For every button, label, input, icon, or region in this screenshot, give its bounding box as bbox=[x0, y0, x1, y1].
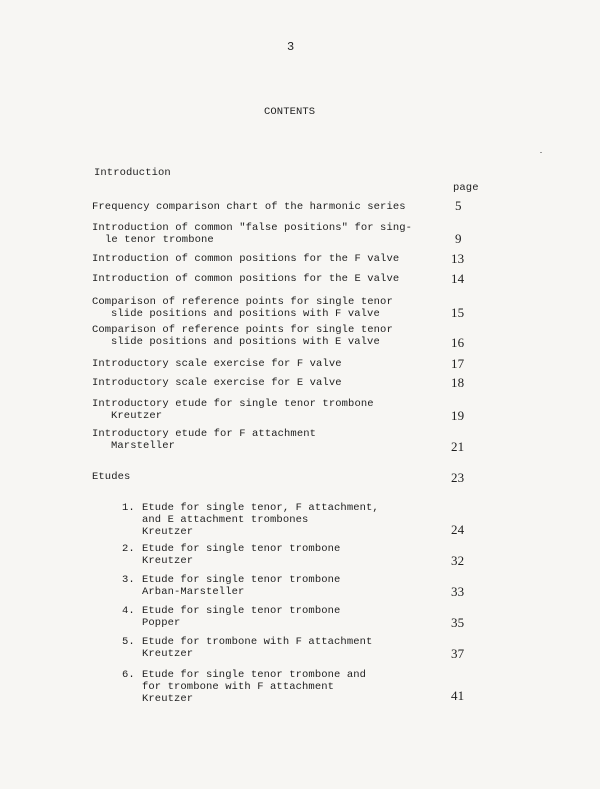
toc-entry bbox=[92, 273, 399, 285]
etude-number: 4. bbox=[122, 605, 135, 617]
etude-entry bbox=[142, 502, 379, 538]
entry-page: 13 bbox=[451, 251, 465, 266]
entry-text: Introductory scale exercise for F valve bbox=[92, 358, 342, 370]
entry-page: 15 bbox=[451, 305, 465, 320]
etude-number: 6. bbox=[122, 669, 135, 681]
introduction-heading: Introduction bbox=[94, 167, 171, 179]
toc-entry bbox=[92, 222, 412, 246]
entry-text: Etude for single tenor trombone bbox=[142, 543, 341, 555]
toc-entry bbox=[92, 428, 316, 452]
entry-page: 32 bbox=[451, 553, 465, 568]
toc-entry bbox=[92, 201, 406, 213]
etudes-page: 23 bbox=[451, 470, 465, 485]
entry-text: Arban-Marsteller bbox=[142, 586, 245, 598]
entry-text: for trombone with F attachment bbox=[142, 681, 335, 693]
entry-text: Comparison of reference points for single tenor bbox=[92, 296, 393, 308]
entry-page: 41 bbox=[451, 688, 465, 703]
entry-text: and E attachment trombones bbox=[142, 514, 309, 526]
entry-text: Kreutzer bbox=[142, 526, 194, 538]
entry-text: Kreutzer bbox=[111, 410, 163, 422]
entry-text: Popper bbox=[142, 617, 181, 629]
entry-text: Introduction of common positions for the E valve bbox=[92, 273, 400, 285]
entry-text: Introduction of common "false positions" for sing- bbox=[92, 222, 413, 234]
entry-page: 24 bbox=[451, 522, 465, 537]
entry-page: 14 bbox=[451, 271, 465, 286]
entry-text: Etude for single tenor, F attachment, bbox=[142, 502, 379, 514]
etude-entry bbox=[142, 574, 340, 598]
etude-entry bbox=[142, 605, 340, 629]
entry-page: 16 bbox=[451, 335, 465, 350]
entry-page: 37 bbox=[451, 646, 465, 661]
etude-entry bbox=[142, 669, 366, 705]
page-number: 3 bbox=[287, 40, 295, 54]
entry-page: 33 bbox=[451, 584, 465, 599]
etude-entry bbox=[142, 543, 340, 567]
etudes-heading: Etudes bbox=[92, 471, 131, 483]
contents-heading: CONTENTS bbox=[264, 106, 316, 118]
entry-page: 21 bbox=[451, 439, 465, 454]
entry-page: 17 bbox=[451, 356, 465, 371]
etude-number: 5. bbox=[122, 636, 135, 648]
entry-text: Marsteller bbox=[111, 440, 176, 452]
entry-text: Comparison of reference points for single tenor bbox=[92, 324, 393, 336]
toc-entry bbox=[92, 296, 393, 320]
entry-page: 9 bbox=[455, 231, 462, 246]
entry-text: Frequency comparison chart of the harmonic series bbox=[92, 201, 406, 213]
entry-page: 5 bbox=[455, 198, 462, 213]
entry-text: Introductory etude for single tenor trombone bbox=[92, 398, 374, 410]
toc-entry bbox=[92, 398, 374, 422]
toc-entry bbox=[92, 253, 399, 265]
etude-number: 1. bbox=[122, 502, 135, 514]
entry-text: slide positions and positions with F valve bbox=[111, 308, 380, 320]
entry-text: Kreutzer bbox=[142, 693, 194, 705]
entry-page: 19 bbox=[451, 408, 465, 423]
entry-page: 18 bbox=[451, 375, 465, 390]
entry-text: Kreutzer bbox=[142, 555, 194, 567]
scan-speck bbox=[540, 152, 542, 153]
entry-text: Etude for single tenor trombone and bbox=[142, 669, 367, 681]
entry-text: Introductory scale exercise for E valve bbox=[92, 377, 342, 389]
entry-text: Etude for single tenor trombone bbox=[142, 605, 341, 617]
entry-text: Introduction of common positions for the F valve bbox=[92, 253, 400, 265]
entry-text: Kreutzer bbox=[142, 648, 194, 660]
entry-text: le tenor trombone bbox=[105, 234, 214, 246]
entry-page: 35 bbox=[451, 615, 465, 630]
entry-text: Introductory etude for F attachment bbox=[92, 428, 317, 440]
etude-entry bbox=[142, 636, 372, 660]
entry-text: slide positions and positions with E valve bbox=[111, 336, 380, 348]
page-column-header: page bbox=[453, 182, 479, 194]
toc-entry bbox=[92, 377, 342, 389]
etude-number: 2. bbox=[122, 543, 135, 555]
toc-entry bbox=[92, 358, 342, 370]
etude-number: 3. bbox=[122, 574, 135, 586]
entry-text: Etude for single tenor trombone bbox=[142, 574, 341, 586]
entry-text: Etude for trombone with F attachment bbox=[142, 636, 373, 648]
toc-entry bbox=[92, 324, 393, 348]
